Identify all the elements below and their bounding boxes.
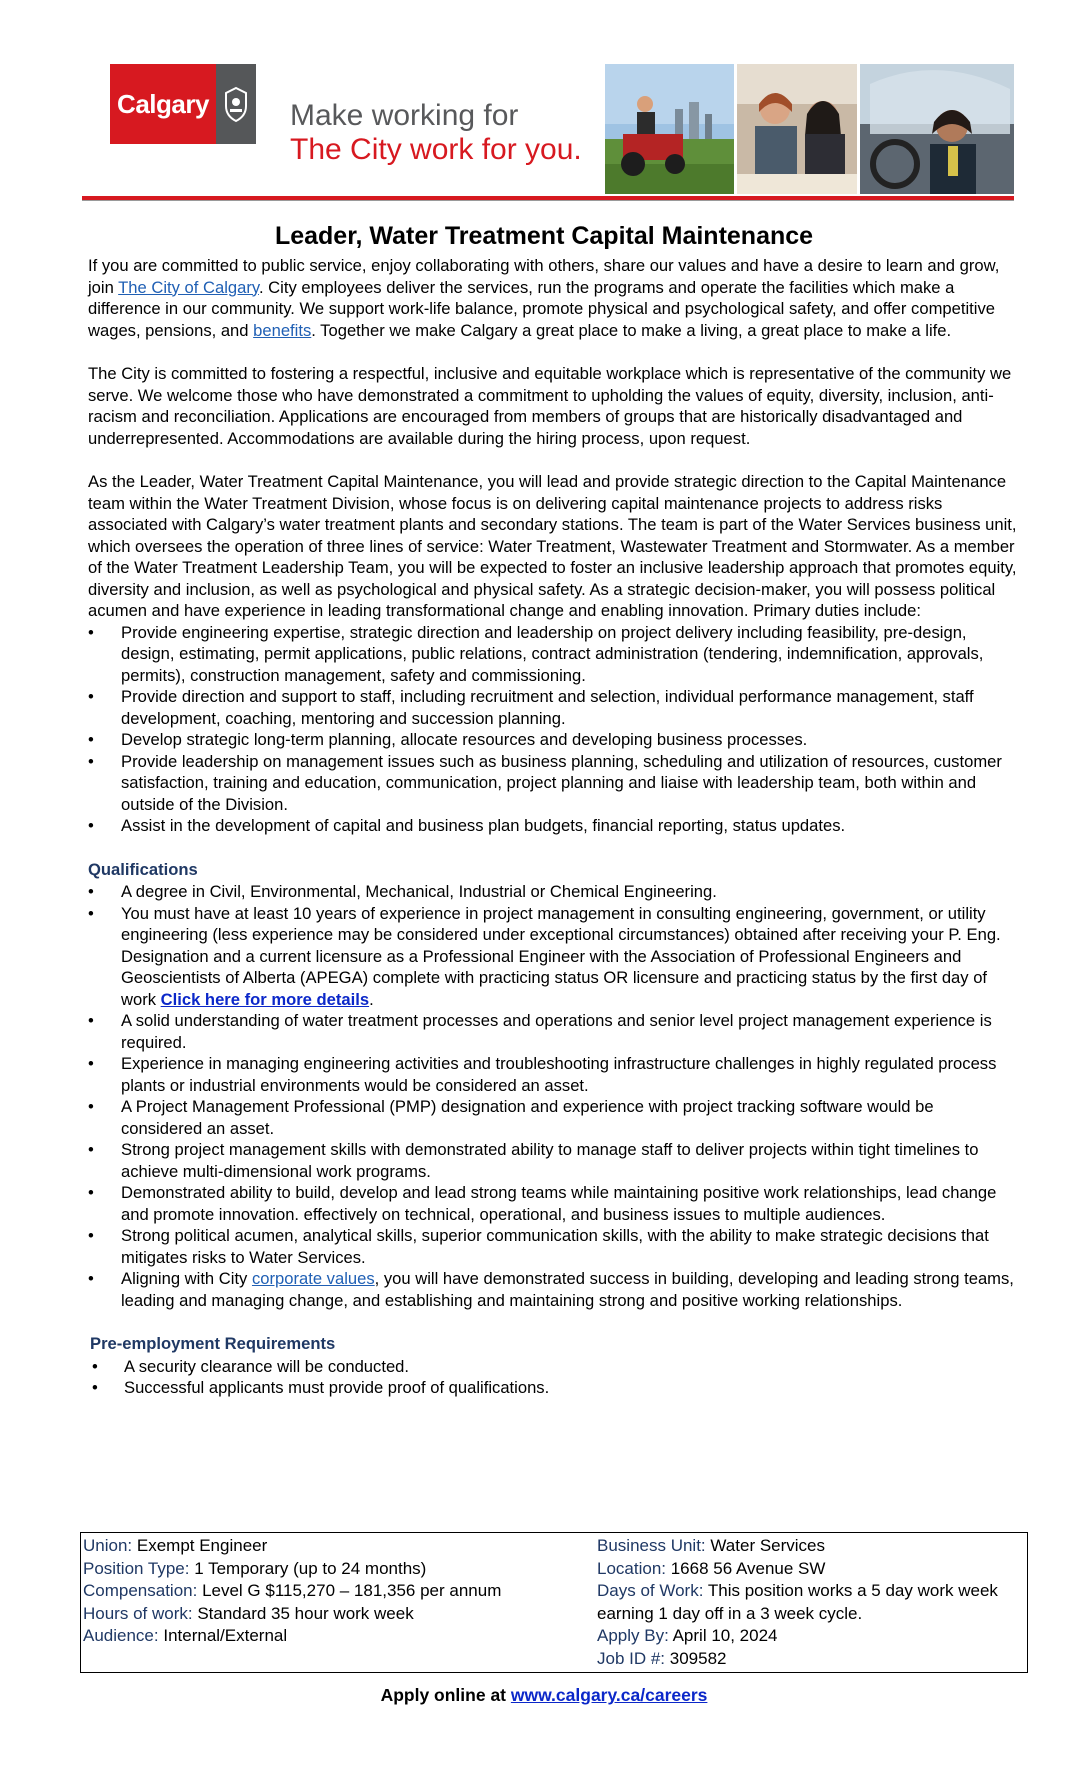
pre-employment-heading: Pre-employment Requirements: [90, 1334, 336, 1353]
list-item: [88, 1377, 1018, 1399]
corporate-values-link[interactable]: corporate values: [251, 1269, 375, 1288]
qualification-text: Strong political acumen, analytical skills, superior communication skills, with the ability to make strategic decisions that mitigates risks to Water Services.: [121, 1226, 989, 1267]
header-tagline: [290, 99, 582, 167]
business-unit-row: [597, 1535, 1025, 1558]
photo-transit-operator: [860, 64, 1014, 194]
apply-text: Apply online at: [380, 1685, 511, 1705]
list-item: [88, 729, 1018, 751]
qualifications-heading: Qualifications: [88, 859, 198, 879]
compensation-row: [83, 1580, 513, 1603]
compensation-label: Compensation:: [83, 1581, 198, 1600]
qualification-text: Demonstrated ability to build, develop and lead strong teams while maintaining positive work relationships, lead change and promote innovation. effectively on technical, operational, and business issues to multiple audiences.: [121, 1183, 997, 1224]
logo-wordmark: Calgary: [110, 64, 216, 144]
location-row: [597, 1558, 1025, 1581]
apply-by-value: April 10, 2024: [668, 1626, 778, 1645]
bullet-icon: •: [88, 1183, 94, 1202]
list-item: [88, 1268, 1018, 1311]
more-details-link[interactable]: Click here for more details: [160, 989, 370, 1009]
calgary-logo: [110, 64, 256, 144]
requirement-text: A security clearance will be conducted.: [124, 1356, 410, 1376]
duty-text: Assist in the development of capital and business plan budgets, financial reporting, status updates.: [121, 816, 846, 835]
job-id-value: 309582: [665, 1648, 727, 1668]
compensation-value: Level G $115,270 – 181,356 per annum: [197, 1581, 502, 1600]
photo-office-workers: [737, 64, 857, 194]
list-item: [88, 1053, 1018, 1096]
bullet-icon: •: [88, 1054, 94, 1073]
list-item: [88, 903, 1018, 1011]
bullet-icon: •: [88, 1011, 94, 1030]
posting-body: [88, 255, 1018, 1399]
list-item: [88, 881, 1018, 903]
header-banner: [82, 63, 1014, 193]
bullet-icon: •: [88, 903, 94, 923]
tagline-line-1: Make working for: [290, 99, 519, 132]
union-row: [83, 1535, 593, 1558]
list-item: [88, 1225, 1018, 1268]
location-label: Location:: [597, 1558, 666, 1578]
qualification-text: Strong project management skills with demonstrated ability to manage staff to deliver projects within tight timelines to achieve multi-dimensional work programs.: [121, 1140, 979, 1181]
audience-row: [83, 1625, 593, 1648]
details-left-column: [81, 1533, 596, 1673]
apply-online-line: [0, 1685, 1088, 1706]
photo-groundskeeper-mower: [605, 64, 734, 194]
business-unit-label: Business Unit:: [597, 1536, 706, 1555]
bullet-icon: •: [88, 1269, 94, 1288]
duty-text: Provide leadership on management issues such as business planning, scheduling and utilization of resources, customer satisfaction, training and education, communication, project planning and liaise with leadership team, both within and outside of the Division.: [121, 751, 1002, 814]
position-type-row: [83, 1558, 593, 1581]
inclusion-paragraph: The City is committed to fostering a respectful, inclusive and equitable workplace which is representative of the community we serve. We welcome those who have demonstrated a commitment to upholding the values of equity, diversity, inclusion, anti-racism and reconciliation. Applications are encouraged from members of groups that are historically disadvantaged and underrepresented. Accommodations are available during the hiring process, upon request.: [88, 364, 1012, 448]
intro-text-2: . City employees deliver the services, run the programs and operate the facilities which make a difference in our community. We support work-life balance, promote physical and psychological safety, and offer competitive wages, pensions, and: [88, 277, 995, 340]
job-id-row: [597, 1648, 1025, 1671]
duty-text: Provide engineering expertise, strategic direction and leadership on project delivery including feasibility, pre-design, design, estimating, permit applications, public relations, contract administration (tendering, indemnification, approvals, permits), construction management, safety and commissioning.: [121, 622, 984, 685]
list-item: [88, 686, 1018, 729]
bullet-icon: •: [88, 882, 94, 901]
intro-text-1: If you are committed to public service, enjoy collaborating with others, share our values and have a desire to learn and grow, join: [88, 256, 1000, 297]
city-of-calgary-link[interactable]: The City of Calgary: [118, 277, 259, 297]
tagline-line-2: The City work for you.: [290, 133, 582, 166]
list-item: [88, 815, 1018, 837]
days-of-work-row: [597, 1580, 1025, 1625]
apply-by-row: [597, 1625, 1025, 1648]
audience-value: Internal/External: [158, 1626, 288, 1645]
union-label: Union:: [83, 1536, 133, 1555]
job-id-label: Job ID #:: [597, 1648, 666, 1668]
qualification-text: A Project Management Professional (PMP) designation and experience with project tracking software would be considered an asset.: [121, 1097, 934, 1138]
hours-label: Hours of work:: [83, 1603, 193, 1623]
qualification-text-end: , you will have demonstrated success in building, developing and leading strong teams, leading and managing change, and establishing and maintaining strong and positive working relationships.: [121, 1269, 1014, 1310]
details-right-column: [595, 1533, 1028, 1673]
qualification-text: A solid understanding of water treatment processes and operations and senior level project management experience is required.: [121, 1011, 992, 1052]
bullet-icon: •: [88, 751, 94, 771]
qualification-text: A degree in Civil, Environmental, Mechanical, Industrial or Chemical Engineering.: [121, 882, 717, 901]
requirement-text: Successful applicants must provide proof of qualifications.: [124, 1378, 550, 1397]
list-item: [88, 751, 1018, 816]
pre-employment-list: [88, 1356, 1018, 1399]
list-item: [88, 1139, 1018, 1182]
intro-text-3: . Together we make Calgary a great place to make a living, a great place to make a life.: [311, 320, 952, 340]
bullet-icon: •: [88, 1140, 94, 1159]
bullet-icon: •: [88, 730, 94, 749]
intro-paragraph: [88, 255, 1018, 341]
list-item: [88, 1356, 1018, 1378]
list-item: [88, 1010, 1018, 1053]
header-grey-rule: [82, 200, 1014, 201]
union-value: Exempt Engineer: [132, 1536, 268, 1555]
benefits-link[interactable]: benefits: [253, 320, 312, 340]
audience-label: Audience:: [83, 1626, 159, 1645]
bullet-icon: •: [88, 622, 94, 642]
bullet-icon: •: [92, 1356, 98, 1376]
qualification-text: You must have at least 10 years of experience in project management in consulting engineering, government, or utility engineering (less experience may be considered under exceptional circumstances) obtained after receiving your P. Eng. Designation and a current licensure as a Professional Engineer with the Association of Professional Engineers and Geoscientists of Alberta (APEGA) complete with practicing status OR licensure and practicing status by the first day of work: [121, 903, 1001, 1009]
bullet-icon: •: [92, 1378, 98, 1397]
position-details-table: [80, 1532, 1028, 1673]
position-type-label: Position Type:: [83, 1558, 190, 1578]
crest-icon: [216, 64, 256, 144]
business-unit-value: Water Services: [705, 1536, 826, 1555]
role-summary-paragraph: As the Leader, Water Treatment Capital Maintenance, you will lead and provide strategic direction to the Capital Maintenance team within the Water Treatment Division, whose focus is on delivering capital maintenance projects to address risks associated with Calgary’s water treatment plants and secondary stations. The team is part of the Water Services business unit, which oversees the operation of three lines of service: Water Treatment, Wastewater Treatment and Stormwater. As a member of the Water Treatment Leadership Team, you will be expected to foster an inclusive leadership approach that promotes equity, diversity and inclusion, as well as psychological and physical safety. As a strategic decision-maker, you will possess political acumen and have experience in leading transformational change and enabling innovation. Primary duties include:: [88, 472, 1017, 620]
bullet-icon: •: [88, 1226, 94, 1245]
position-type-value: 1 Temporary (up to 24 months): [189, 1558, 427, 1578]
bullet-icon: •: [88, 687, 94, 706]
list-item: [88, 1182, 1018, 1225]
list-item: [88, 1096, 1018, 1139]
qualification-text: Aligning with City: [121, 1269, 252, 1288]
list-item: [88, 622, 1018, 687]
duty-text: Provide direction and support to staff, including recruitment and selection, individual performance management, staff development, coaching, mentoring and succession planning.: [121, 687, 974, 728]
hours-row: [83, 1603, 593, 1626]
duties-list: [88, 622, 1018, 837]
duty-text: Develop strategic long-term planning, allocate resources and developing business processes.: [121, 730, 808, 749]
page-title: Leader, Water Treatment Capital Maintenance: [274, 222, 814, 250]
careers-link[interactable]: www.calgary.ca/careers: [510, 1685, 708, 1705]
location-value: 1668 56 Avenue SW: [666, 1558, 826, 1578]
qualification-text-end: .: [369, 989, 374, 1009]
qualifications-list: [88, 881, 1018, 1311]
days-label: Days of Work:: [597, 1581, 704, 1600]
bullet-icon: •: [88, 816, 94, 835]
apply-by-label: Apply By:: [597, 1626, 669, 1645]
hours-value: Standard 35 hour work week: [192, 1603, 414, 1623]
days-value: This position works a 5 day work week earning 1 day off in a 3 week cycle.: [597, 1581, 998, 1623]
bullet-icon: •: [88, 1097, 94, 1116]
qualification-text: Experience in managing engineering activities and troubleshooting infrastructure challenges in highly regulated process plants or industrial environments would be considered an asset.: [121, 1054, 997, 1095]
